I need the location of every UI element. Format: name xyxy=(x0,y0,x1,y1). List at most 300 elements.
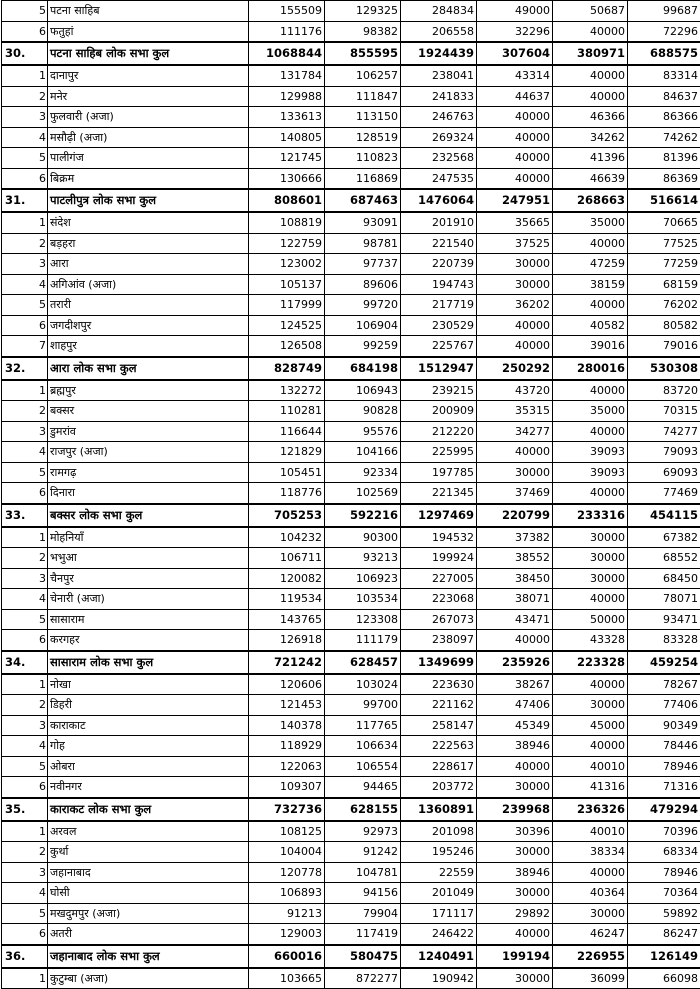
value-cell: 122063 xyxy=(249,756,325,777)
value-cell: 201049 xyxy=(401,883,477,904)
constituency-number: 34. xyxy=(2,651,48,674)
assembly-name: अतरी xyxy=(48,924,249,945)
table-row xyxy=(2,442,700,463)
assembly-name: मखदुमपुर (अजा) xyxy=(48,903,249,924)
value-cell: 110823 xyxy=(325,148,401,169)
value-cell: 226955 xyxy=(553,945,628,968)
row-index: 4 xyxy=(2,274,48,295)
row-index: 3 xyxy=(2,862,48,883)
value-cell: 30000 xyxy=(477,842,553,863)
constituency-table xyxy=(1,0,700,989)
value-cell: 78071 xyxy=(628,589,700,610)
row-index: 6 xyxy=(2,777,48,798)
value-cell: 705253 xyxy=(249,504,325,527)
value-cell: 86366 xyxy=(628,107,700,128)
value-cell: 380971 xyxy=(553,42,628,65)
constituency-number: 33. xyxy=(2,504,48,527)
value-cell: 233316 xyxy=(553,504,628,527)
value-cell: 43471 xyxy=(477,609,553,630)
value-cell: 46247 xyxy=(553,924,628,945)
value-cell: 225995 xyxy=(401,442,477,463)
row-index: 5 xyxy=(2,295,48,316)
value-cell: 106943 xyxy=(325,380,401,401)
value-cell: 81396 xyxy=(628,148,700,169)
value-cell: 74262 xyxy=(628,127,700,148)
table-row xyxy=(2,274,700,295)
value-cell: 828749 xyxy=(249,357,325,380)
value-cell: 98382 xyxy=(325,21,401,42)
value-cell: 687463 xyxy=(325,189,401,212)
value-cell: 30000 xyxy=(477,274,553,295)
table-row xyxy=(2,21,700,42)
value-cell: 199924 xyxy=(401,548,477,569)
value-cell: 117419 xyxy=(325,924,401,945)
constituency-total-row xyxy=(2,651,700,674)
assembly-name: अरवल xyxy=(48,821,249,842)
value-cell: 43328 xyxy=(553,630,628,651)
assembly-name: नोखा xyxy=(48,674,249,695)
value-cell: 30000 xyxy=(477,883,553,904)
row-index: 2 xyxy=(2,401,48,422)
value-cell: 246422 xyxy=(401,924,477,945)
value-cell: 94465 xyxy=(325,777,401,798)
value-cell: 50000 xyxy=(553,609,628,630)
value-cell: 235926 xyxy=(477,651,553,674)
value-cell: 40000 xyxy=(553,483,628,504)
value-cell: 225767 xyxy=(401,336,477,357)
row-index: 5 xyxy=(2,148,48,169)
value-cell: 106711 xyxy=(249,548,325,569)
constituency-total-row xyxy=(2,357,700,380)
value-cell: 516614 xyxy=(628,189,700,212)
value-cell: 269324 xyxy=(401,127,477,148)
value-cell: 459254 xyxy=(628,651,700,674)
value-cell: 40000 xyxy=(477,442,553,463)
row-index: 2 xyxy=(2,695,48,716)
value-cell: 94156 xyxy=(325,883,401,904)
assembly-name: जहानाबाद xyxy=(48,862,249,883)
value-cell: 238041 xyxy=(401,65,477,86)
value-cell: 222563 xyxy=(401,736,477,757)
value-cell: 37382 xyxy=(477,527,553,548)
value-cell: 40000 xyxy=(553,233,628,254)
value-cell: 47406 xyxy=(477,695,553,716)
value-cell: 116644 xyxy=(249,421,325,442)
value-cell: 38946 xyxy=(477,736,553,757)
assembly-name: दिनारा xyxy=(48,483,249,504)
assembly-name: बक्सर xyxy=(48,401,249,422)
row-index: 1 xyxy=(2,380,48,401)
constituency-number: 32. xyxy=(2,357,48,380)
assembly-name: दानापुर xyxy=(48,65,249,86)
value-cell: 104166 xyxy=(325,442,401,463)
value-cell: 40000 xyxy=(477,315,553,336)
value-cell: 123308 xyxy=(325,609,401,630)
value-cell: 239968 xyxy=(477,798,553,821)
value-cell: 117765 xyxy=(325,715,401,736)
value-cell: 580475 xyxy=(325,945,401,968)
value-cell: 70665 xyxy=(628,212,700,233)
value-cell: 40000 xyxy=(553,86,628,107)
value-cell: 133613 xyxy=(249,107,325,128)
assembly-name: गोह xyxy=(48,736,249,757)
value-cell: 99259 xyxy=(325,336,401,357)
value-cell: 39016 xyxy=(553,336,628,357)
value-cell: 35000 xyxy=(553,401,628,422)
assembly-name: तरारी xyxy=(48,295,249,316)
value-cell: 454115 xyxy=(628,504,700,527)
value-cell: 66098 xyxy=(628,968,700,989)
table-row xyxy=(2,1,700,22)
table-row xyxy=(2,462,700,483)
table-row xyxy=(2,315,700,336)
assembly-name: रामगढ़ xyxy=(48,462,249,483)
row-index: 1 xyxy=(2,527,48,548)
value-cell: 68334 xyxy=(628,842,700,863)
value-cell: 38071 xyxy=(477,589,553,610)
constituency-number: 30. xyxy=(2,42,48,65)
value-cell: 79904 xyxy=(325,903,401,924)
value-cell: 721242 xyxy=(249,651,325,674)
value-cell: 83328 xyxy=(628,630,700,651)
value-cell: 111179 xyxy=(325,630,401,651)
value-cell: 35665 xyxy=(477,212,553,233)
value-cell: 872277 xyxy=(325,968,401,989)
row-index: 2 xyxy=(2,86,48,107)
value-cell: 77259 xyxy=(628,254,700,275)
value-cell: 106923 xyxy=(325,568,401,589)
value-cell: 47259 xyxy=(553,254,628,275)
value-cell: 77469 xyxy=(628,483,700,504)
value-cell: 72296 xyxy=(628,21,700,42)
constituency-name: आरा लोक सभा कुल xyxy=(48,357,249,380)
value-cell: 221345 xyxy=(401,483,477,504)
value-cell: 246763 xyxy=(401,107,477,128)
constituency-number: 35. xyxy=(2,798,48,821)
value-cell: 108819 xyxy=(249,212,325,233)
table-row xyxy=(2,674,700,695)
value-cell: 43314 xyxy=(477,65,553,86)
value-cell: 79016 xyxy=(628,336,700,357)
value-cell: 1349699 xyxy=(401,651,477,674)
value-cell: 90828 xyxy=(325,401,401,422)
value-cell: 70396 xyxy=(628,821,700,842)
value-cell: 684198 xyxy=(325,357,401,380)
row-index: 1 xyxy=(2,65,48,86)
value-cell: 78946 xyxy=(628,862,700,883)
value-cell: 106904 xyxy=(325,315,401,336)
value-cell: 30000 xyxy=(477,968,553,989)
assembly-name: पालीगंज xyxy=(48,148,249,169)
value-cell: 104781 xyxy=(325,862,401,883)
value-cell: 78946 xyxy=(628,756,700,777)
row-index: 3 xyxy=(2,421,48,442)
assembly-name: कुटुम्बा (अजा) xyxy=(48,968,249,989)
value-cell: 90300 xyxy=(325,527,401,548)
constituency-total-row xyxy=(2,42,700,65)
value-cell: 118929 xyxy=(249,736,325,757)
value-cell: 89606 xyxy=(325,274,401,295)
value-cell: 130666 xyxy=(249,168,325,189)
value-cell: 106554 xyxy=(325,756,401,777)
value-cell: 30396 xyxy=(477,821,553,842)
value-cell: 98781 xyxy=(325,233,401,254)
value-cell: 77406 xyxy=(628,695,700,716)
value-cell: 479294 xyxy=(628,798,700,821)
assembly-name: डिहरी xyxy=(48,695,249,716)
value-cell: 99687 xyxy=(628,1,700,22)
value-cell: 128519 xyxy=(325,127,401,148)
constituency-number: 36. xyxy=(2,945,48,968)
table-row xyxy=(2,421,700,442)
value-cell: 171117 xyxy=(401,903,477,924)
table-row xyxy=(2,127,700,148)
value-cell: 284834 xyxy=(401,1,477,22)
value-cell: 808601 xyxy=(249,189,325,212)
assembly-name: आरा xyxy=(48,254,249,275)
value-cell: 40000 xyxy=(553,862,628,883)
value-cell: 220799 xyxy=(477,504,553,527)
assembly-name: राजपुर (अजा) xyxy=(48,442,249,463)
value-cell: 105451 xyxy=(249,462,325,483)
constituency-name: काराकट लोक सभा कुल xyxy=(48,798,249,821)
row-index: 1 xyxy=(2,212,48,233)
value-cell: 258147 xyxy=(401,715,477,736)
value-cell: 280016 xyxy=(553,357,628,380)
table-row xyxy=(2,527,700,548)
value-cell: 103024 xyxy=(325,674,401,695)
value-cell: 1068844 xyxy=(249,42,325,65)
value-cell: 43720 xyxy=(477,380,553,401)
value-cell: 45000 xyxy=(553,715,628,736)
value-cell: 40000 xyxy=(553,21,628,42)
value-cell: 37469 xyxy=(477,483,553,504)
value-cell: 36202 xyxy=(477,295,553,316)
table-row xyxy=(2,777,700,798)
constituency-name: जहानाबाद लोक सभा कुल xyxy=(48,945,249,968)
value-cell: 201098 xyxy=(401,821,477,842)
value-cell: 103534 xyxy=(325,589,401,610)
value-cell: 40000 xyxy=(477,924,553,945)
constituency-name: सासाराम लोक सभा कुल xyxy=(48,651,249,674)
value-cell: 102569 xyxy=(325,483,401,504)
value-cell: 40000 xyxy=(553,674,628,695)
table-row xyxy=(2,589,700,610)
value-cell: 38946 xyxy=(477,862,553,883)
constituency-number: 31. xyxy=(2,189,48,212)
value-cell: 155509 xyxy=(249,1,325,22)
value-cell: 132272 xyxy=(249,380,325,401)
assembly-name: फुलवारी (अजा) xyxy=(48,107,249,128)
table-row xyxy=(2,862,700,883)
value-cell: 30000 xyxy=(553,548,628,569)
table-row xyxy=(2,548,700,569)
value-cell: 129325 xyxy=(325,1,401,22)
assembly-name: डुमरांव xyxy=(48,421,249,442)
value-cell: 35315 xyxy=(477,401,553,422)
value-cell: 592216 xyxy=(325,504,401,527)
value-cell: 40000 xyxy=(553,589,628,610)
table-row xyxy=(2,883,700,904)
value-cell: 110281 xyxy=(249,401,325,422)
value-cell: 197785 xyxy=(401,462,477,483)
table-row xyxy=(2,736,700,757)
value-cell: 91242 xyxy=(325,842,401,863)
value-cell: 95576 xyxy=(325,421,401,442)
row-index: 1 xyxy=(2,968,48,989)
table-row xyxy=(2,65,700,86)
value-cell: 68450 xyxy=(628,568,700,589)
row-index: 7 xyxy=(2,336,48,357)
row-index: 4 xyxy=(2,589,48,610)
row-index: 1 xyxy=(2,821,48,842)
row-index: 6 xyxy=(2,315,48,336)
value-cell: 223328 xyxy=(553,651,628,674)
value-cell: 104004 xyxy=(249,842,325,863)
value-cell: 106893 xyxy=(249,883,325,904)
value-cell: 83720 xyxy=(628,380,700,401)
value-cell: 109307 xyxy=(249,777,325,798)
value-cell: 70364 xyxy=(628,883,700,904)
value-cell: 111176 xyxy=(249,21,325,42)
value-cell: 241833 xyxy=(401,86,477,107)
table-row xyxy=(2,336,700,357)
value-cell: 46639 xyxy=(553,168,628,189)
value-cell: 40000 xyxy=(553,736,628,757)
row-index: 6 xyxy=(2,168,48,189)
constituency-name: बक्सर लोक सभा कुल xyxy=(48,504,249,527)
table-row xyxy=(2,756,700,777)
row-index: 5 xyxy=(2,609,48,630)
value-cell: 103665 xyxy=(249,968,325,989)
value-cell: 92973 xyxy=(325,821,401,842)
value-cell: 195246 xyxy=(401,842,477,863)
constituency-name: पटना साहिब लोक सभा कुल xyxy=(48,42,249,65)
assembly-name: कुर्था xyxy=(48,842,249,863)
assembly-name: मनेर xyxy=(48,86,249,107)
value-cell: 1476064 xyxy=(401,189,477,212)
value-cell: 40000 xyxy=(553,65,628,86)
value-cell: 1297469 xyxy=(401,504,477,527)
table-row xyxy=(2,212,700,233)
value-cell: 1240491 xyxy=(401,945,477,968)
value-cell: 71316 xyxy=(628,777,700,798)
value-cell: 50687 xyxy=(553,1,628,22)
value-cell: 49000 xyxy=(477,1,553,22)
value-cell: 39093 xyxy=(553,462,628,483)
value-cell: 206558 xyxy=(401,21,477,42)
table-row xyxy=(2,924,700,945)
value-cell: 268663 xyxy=(553,189,628,212)
value-cell: 84637 xyxy=(628,86,700,107)
table-row xyxy=(2,295,700,316)
value-cell: 140805 xyxy=(249,127,325,148)
table-row xyxy=(2,968,700,989)
value-cell: 1512947 xyxy=(401,357,477,380)
value-cell: 123002 xyxy=(249,254,325,275)
value-cell: 68159 xyxy=(628,274,700,295)
table-row xyxy=(2,86,700,107)
table-body xyxy=(2,1,700,989)
assembly-name: चैनपुर xyxy=(48,568,249,589)
value-cell: 118776 xyxy=(249,483,325,504)
value-cell: 194743 xyxy=(401,274,477,295)
row-index: 4 xyxy=(2,127,48,148)
table-row xyxy=(2,107,700,128)
value-cell: 45349 xyxy=(477,715,553,736)
value-cell: 126508 xyxy=(249,336,325,357)
assembly-name: मसौढ़ी (अजा) xyxy=(48,127,249,148)
assembly-name: फतुहां xyxy=(48,21,249,42)
value-cell: 228617 xyxy=(401,756,477,777)
value-cell: 79093 xyxy=(628,442,700,463)
value-cell: 113150 xyxy=(325,107,401,128)
value-cell: 121453 xyxy=(249,695,325,716)
value-cell: 40000 xyxy=(477,756,553,777)
value-cell: 92334 xyxy=(325,462,401,483)
value-cell: 39093 xyxy=(553,442,628,463)
value-cell: 40364 xyxy=(553,883,628,904)
value-cell: 30000 xyxy=(477,462,553,483)
value-cell: 80582 xyxy=(628,315,700,336)
value-cell: 111847 xyxy=(325,86,401,107)
assembly-name: घोसी xyxy=(48,883,249,904)
value-cell: 121745 xyxy=(249,148,325,169)
value-cell: 30000 xyxy=(477,254,553,275)
value-cell: 247535 xyxy=(401,168,477,189)
row-index: 3 xyxy=(2,568,48,589)
value-cell: 40010 xyxy=(553,821,628,842)
value-cell: 217719 xyxy=(401,295,477,316)
row-index: 2 xyxy=(2,548,48,569)
value-cell: 119534 xyxy=(249,589,325,610)
table-row xyxy=(2,380,700,401)
assembly-name: ब्रह्मपुर xyxy=(48,380,249,401)
value-cell: 41396 xyxy=(553,148,628,169)
constituency-total-row xyxy=(2,798,700,821)
row-index: 2 xyxy=(2,233,48,254)
value-cell: 38552 xyxy=(477,548,553,569)
value-cell: 41316 xyxy=(553,777,628,798)
value-cell: 40010 xyxy=(553,756,628,777)
assembly-name: करगहर xyxy=(48,630,249,651)
assembly-name: शाहपुर xyxy=(48,336,249,357)
value-cell: 236326 xyxy=(553,798,628,821)
value-cell: 46366 xyxy=(553,107,628,128)
assembly-name: ओबरा xyxy=(48,756,249,777)
value-cell: 200909 xyxy=(401,401,477,422)
table-row xyxy=(2,695,700,716)
value-cell: 69093 xyxy=(628,462,700,483)
value-cell: 34262 xyxy=(553,127,628,148)
value-cell: 40000 xyxy=(477,168,553,189)
table-row xyxy=(2,842,700,863)
value-cell: 129003 xyxy=(249,924,325,945)
value-cell: 30000 xyxy=(477,777,553,798)
row-index: 5 xyxy=(2,462,48,483)
value-cell: 30000 xyxy=(553,903,628,924)
value-cell: 74277 xyxy=(628,421,700,442)
value-cell: 38159 xyxy=(553,274,628,295)
value-cell: 267073 xyxy=(401,609,477,630)
value-cell: 116869 xyxy=(325,168,401,189)
row-index: 6 xyxy=(2,630,48,651)
row-index: 4 xyxy=(2,736,48,757)
value-cell: 86369 xyxy=(628,168,700,189)
value-cell: 227005 xyxy=(401,568,477,589)
value-cell: 78267 xyxy=(628,674,700,695)
value-cell: 530308 xyxy=(628,357,700,380)
